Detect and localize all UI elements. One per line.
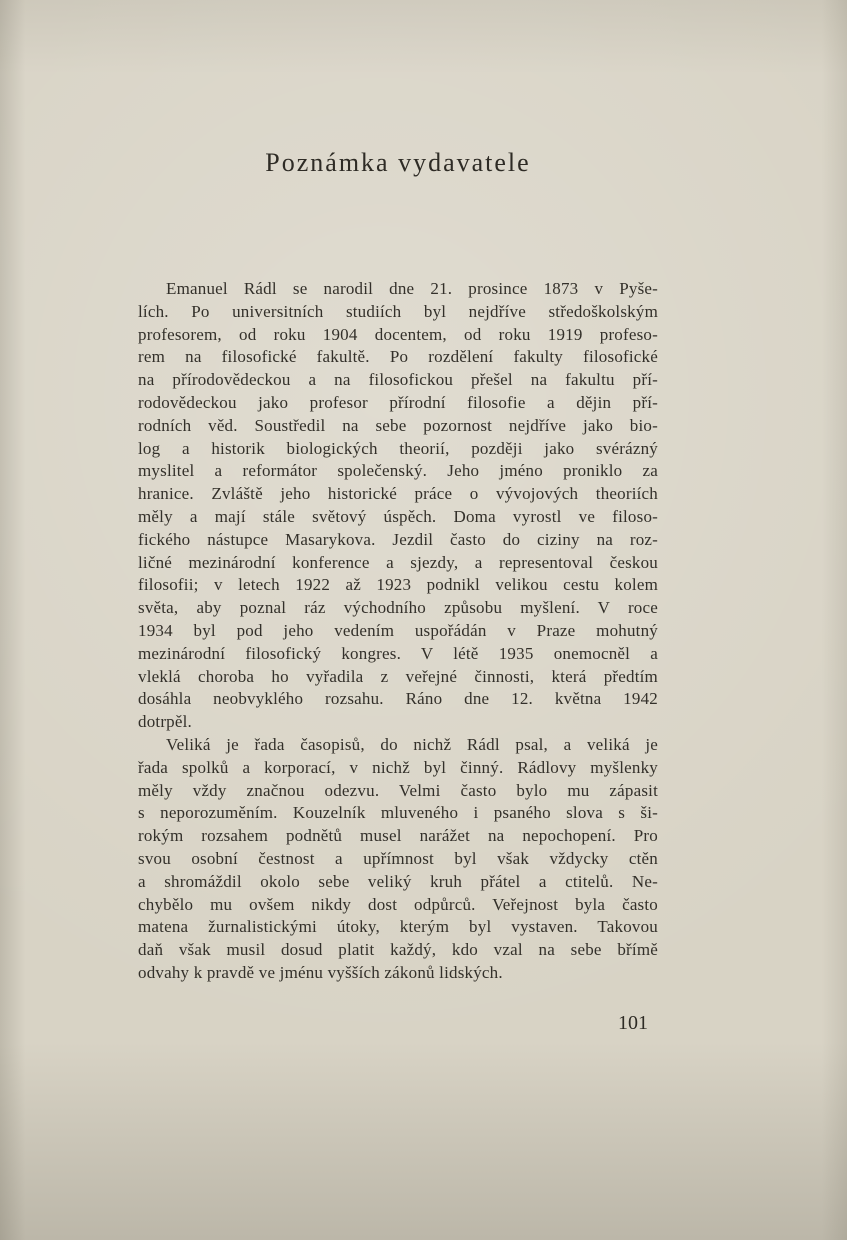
text-line: měly vždy značnou odezvu. Velmi často bylo mu zápasit (138, 780, 658, 800)
text-line: ličné mezinárodní konference a sjezdy, a representoval českou (138, 552, 658, 572)
body-paragraphs (138, 278, 658, 985)
text-line: log a historik biologických theorií, později jako svérázný (138, 438, 658, 458)
paragraph (138, 278, 658, 734)
text-line: lích. Po universitních studiích byl nejdříve středoškolským (138, 301, 658, 321)
text-line: filosofii; v letech 1922 až 1923 podnikl velikou cestu kolem (138, 575, 658, 595)
text-line: rokým rozsahem podnětů musel narážet na nepochopení. Pro (138, 826, 658, 846)
text-line: chybělo mu ovšem nikdy dost odpůrců. Veřejnost byla často (138, 894, 658, 914)
text-line: světa, aby poznal ráz východního způsobu myšlení. V roce (138, 598, 658, 618)
page-title: Poznámka vydavatele (265, 148, 531, 177)
text-line: dosáhla neobvyklého rozsahu. Ráno dne 12. května 1942 (138, 689, 658, 709)
text-line: myslitel a reformátor společenský. Jeho jméno proniklo za (138, 461, 658, 481)
text-line: 1934 byl pod jeho vedením uspořádán v Praze mohutný (138, 620, 658, 640)
text-line: odvahy k pravdě ve jménu vyšších zákonů lidských. (138, 962, 503, 982)
page-number: 101 (618, 1012, 648, 1034)
text-line: profesorem, od roku 1904 docentem, od roku 1919 profeso- (138, 324, 658, 344)
text-line: rodních věd. Soustředil na sebe pozornost nejdříve jako bio- (138, 415, 658, 435)
text-line: řada spolků a korporací, v nichž byl činný. Rádlovy myšlenky (138, 757, 658, 777)
text-line: rem na filosofické fakultě. Po rozdělení fakulty filosofické (138, 347, 658, 367)
text-line: a shromáždil okolo sebe veliký kruh přátel a ctitelů. Ne- (138, 871, 658, 891)
text-line: daň však musil dosud platit každý, kdo vzal na sebe břímě (138, 940, 658, 960)
text-line: rodovědeckou jako profesor přírodní filosofie a dějin pří- (138, 392, 658, 412)
text-line: matena žurnalistickými útoky, kterým byl vystaven. Takovou (138, 917, 658, 937)
text-line: hranice. Zvláště jeho historické práce o vývojových theoriích (138, 484, 658, 504)
text-line: vleklá choroba ho vyřadila z veřejné činnosti, která předtím (138, 666, 658, 686)
paragraph (138, 734, 658, 985)
text-line: dotrpěl. (138, 712, 193, 732)
text-line: měly a mají stále světový úspěch. Doma vyrostl ve filoso- (138, 506, 658, 526)
text-line: na přírodovědeckou a na filosofickou přešel na fakultu pří- (138, 370, 658, 390)
text-line: fického nástupce Masarykova. Jezdil často do ciziny na roz- (138, 529, 658, 549)
text-line: svou osobní čestnost a upřímnost byl však vždycky ctěn (138, 848, 658, 868)
text-line: s neporozuměním. Kouzelník mluveného i psaného slova s ši- (138, 803, 658, 823)
text-line: mezinárodní filosofický kongres. V létě 1935 onemocněl a (138, 643, 658, 663)
text-line: Veliká je řada časopisů, do nichž Rádl psal, a veliká je (166, 734, 658, 754)
text-line: Emanuel Rádl se narodil dne 21. prosince 1873 v Pyše- (166, 279, 658, 298)
